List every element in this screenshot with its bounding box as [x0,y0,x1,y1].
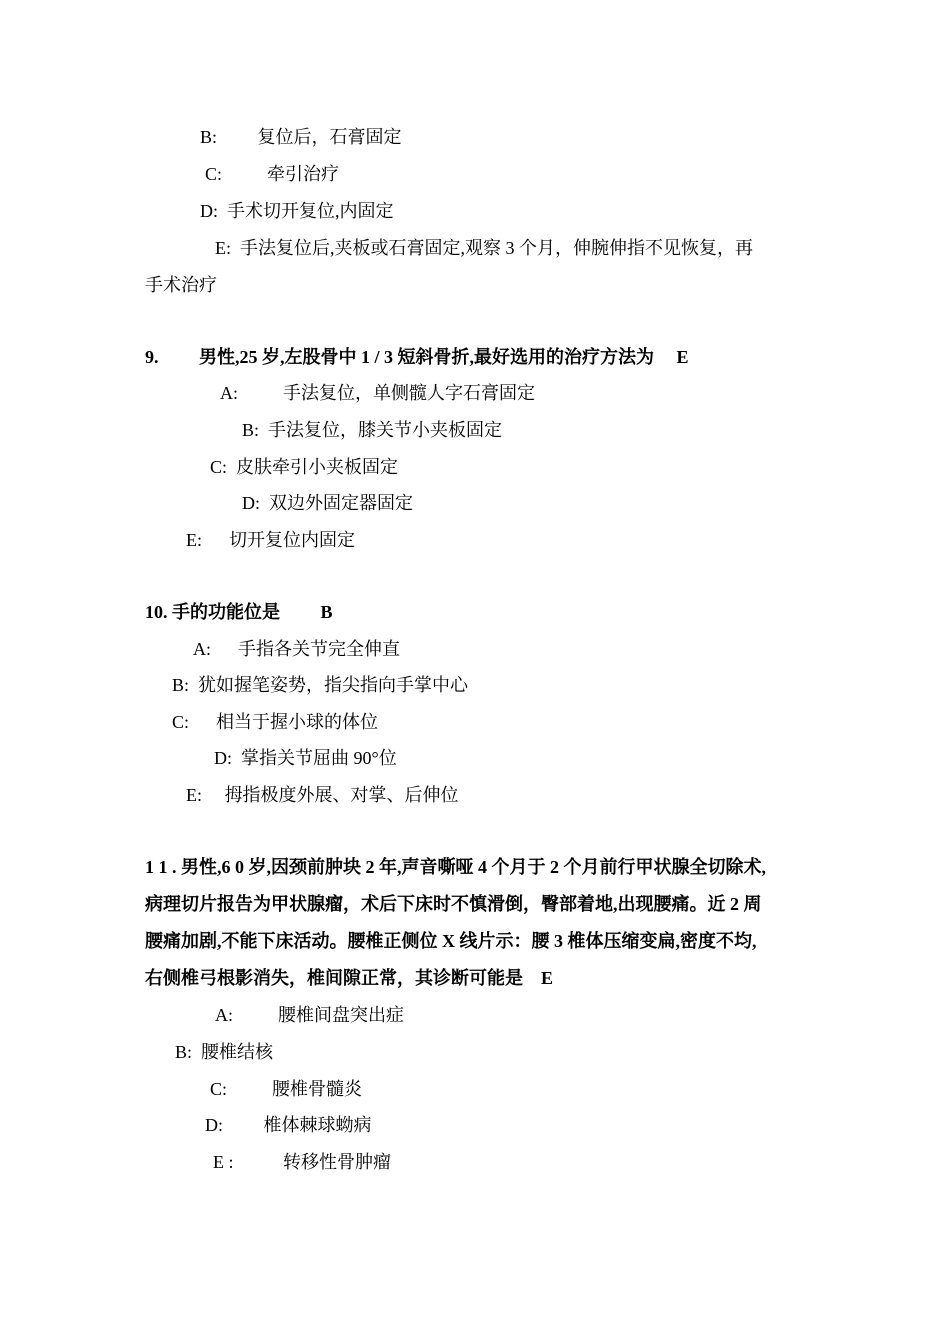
q11-stem-line3: 腰痛加剧,不能下床活动。腰椎正侧位 X 线片示：腰 3 椎体压缩变扁,密度不均, [145,931,757,951]
q10-option-e: E: 拇指极度外展、对掌、后伸位 [186,785,459,805]
q10-option-a: A: 手指各关节完全伸直 [193,639,400,659]
q10-option-d: D: 掌指关节屈曲 90°位 [214,748,397,768]
q9-option-e: E: 切开复位内固定 [186,530,355,550]
q11-stem-line1: 1 1 . 男性,6 0 岁,因颈前肿块 2 年,声音嘶哑 4 个月于 2 个月前行甲状腺全切除术, [145,857,766,877]
q11-stem-line4: 右侧椎弓根影消失，椎间隙正常，其诊断可能是 E [145,968,554,988]
q10-option-c: C: 相当于握小球的体位 [172,712,379,732]
q11-option-b: B: 腰椎结核 [175,1042,274,1062]
q9-option-b: B: 手法复位，膝关节小夹板固定 [242,420,503,440]
q9-option-a: A: 手法复位，单侧髋人字石膏固定 [220,383,535,403]
q8-option-d: D: 手术切开复位,内固定 [200,201,394,221]
q10-stem: 10. 手的功能位是 B [145,602,333,622]
q8-option-e: E: 手法复位后,夹板或石膏固定,观察 3 个月，伸腕伸指不见恢复，再 [215,238,753,258]
q11-stem-line2: 病理切片报告为甲状腺瘤，术后下床时不慎滑倒，臀部着地,出现腰痛。近 2 周 [145,894,762,914]
q10-option-b: B: 犹如握笔姿势，指尖指向手掌中心 [172,675,469,695]
q11-option-d: D: 椎体棘球蚴病 [205,1115,372,1135]
q8-option-c: C: 牵引治疗 [205,164,340,184]
q11-option-e: E : 转移性骨肿瘤 [213,1152,391,1172]
q8-option-e-cont: 手术治疗 [145,275,217,295]
q11-option-a: A: 腰椎间盘突出症 [215,1005,404,1025]
q8-option-b: B: 复位后，石膏固定 [200,127,402,147]
q9-option-d: D: 双边外固定器固定 [242,493,413,513]
q9-option-c: C: 皮肤牵引小夹板固定 [210,457,399,477]
q11-option-c: C: 腰椎骨髓炎 [210,1079,363,1099]
q9-stem: 9. 男性,25 岁,左股骨中 1 / 3 短斜骨折,最好选用的治疗方法为 E [145,347,689,367]
